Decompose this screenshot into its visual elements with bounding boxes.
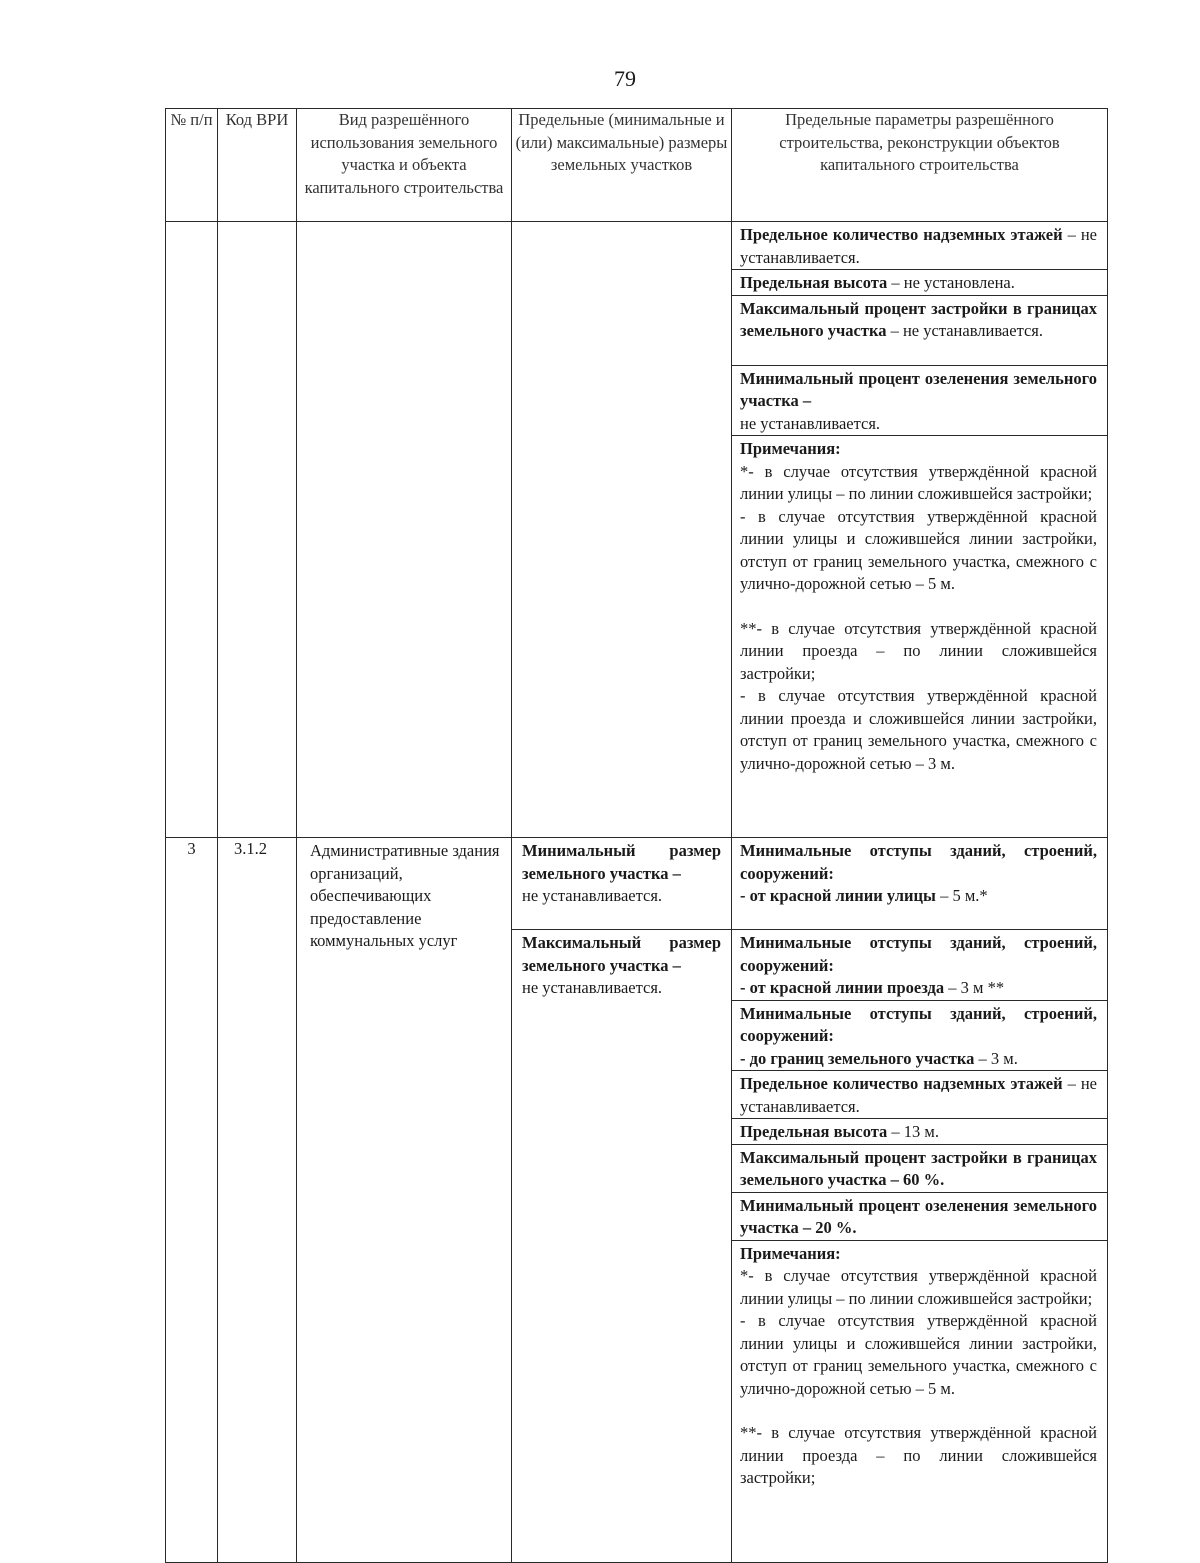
param-setback-street bbox=[732, 838, 1108, 930]
param-sublabel: - от красной линии проезда bbox=[740, 978, 945, 997]
param-floors bbox=[732, 222, 1108, 270]
row-number: 3 bbox=[166, 838, 218, 1563]
min-size-cell bbox=[512, 838, 732, 930]
header-code: Код ВРИ bbox=[218, 109, 297, 222]
param-value: – 20 %. bbox=[798, 1218, 857, 1237]
param-label: Предельное количество надземных этажей bbox=[740, 225, 1063, 244]
row-code: 3.1.2 bbox=[218, 838, 297, 1563]
param-label: Максимальный процент застройки в границах земельного участка bbox=[740, 298, 1097, 340]
note-item: - в случае отсутствия утверждённой красной линии улицы и сложившейся линии застройки, отступ от границ земельного участка, смежного с улично-дорожной сетью – 5 м. bbox=[740, 1311, 1097, 1398]
cont-sizes-cell bbox=[512, 222, 732, 838]
param-label: Максимальный процент застройки в границах земельного участка bbox=[740, 1147, 1097, 1189]
param-height bbox=[732, 270, 1108, 296]
param-value: – 13 м. bbox=[887, 1122, 939, 1141]
param-build-percent bbox=[732, 1144, 1108, 1192]
param-label: Предельное количество надземных этажей bbox=[740, 1074, 1063, 1093]
param-setback-passage bbox=[732, 930, 1108, 1001]
header-num: № п/п bbox=[166, 109, 218, 222]
param-label: Минимальные отступы зданий, строений, сооружений: bbox=[740, 933, 1097, 975]
param-value: – не устанавливается. bbox=[740, 225, 1097, 267]
row-vri: Административные здания организаций, обеспечивающих предоставление коммунальных услуг bbox=[297, 838, 512, 1563]
param-value: – 5 м.* bbox=[935, 886, 988, 905]
param-value: не устанавливается. bbox=[522, 978, 663, 997]
param-green-percent bbox=[732, 365, 1108, 436]
cont-vri-cell bbox=[297, 222, 512, 838]
header-vri: Вид разрешённого использования земельного участка и объекта капитального строительства bbox=[297, 109, 512, 222]
note-item: - в случае отсутствия утверждённой красной линии проезда и сложившейся линии застройки, отступ от границ земельного участка, смежного с улично-дорожной сетью – 3 м. bbox=[740, 686, 1097, 773]
table-row bbox=[166, 838, 1108, 930]
param-value: не устанавливается. bbox=[522, 886, 663, 905]
param-label: Минимальные отступы зданий, строений, сооружений: bbox=[740, 1003, 1097, 1045]
param-label: Предельная высота bbox=[740, 273, 888, 292]
param-height bbox=[732, 1119, 1108, 1145]
param-floors bbox=[732, 1071, 1108, 1119]
param-notes bbox=[732, 436, 1108, 838]
param-value: – 3 м. bbox=[974, 1048, 1018, 1068]
note-item: **- в случае отсутствия утверждённой красной линии проезда – по линии сложившейся застройки; bbox=[740, 618, 1097, 683]
param-label: Предельная высота bbox=[740, 1122, 888, 1141]
param-label: Минимальный процент озеленения земельного участка bbox=[740, 1195, 1097, 1237]
cont-code-cell bbox=[218, 222, 297, 838]
param-sublabel: - от красной линии улицы bbox=[740, 886, 936, 905]
page-number: 79 bbox=[614, 66, 636, 91]
param-value: – не устанавливается. bbox=[740, 1074, 1097, 1116]
header-params: Предельные параметры разрешённого строительства, реконструкции объектов капитального строительства bbox=[732, 109, 1108, 222]
param-build-percent bbox=[732, 295, 1108, 365]
param-setback-boundary bbox=[732, 1000, 1108, 1071]
note-item: **- в случае отсутствия утверждённой красной линии проезда – по линии сложившейся застройки; bbox=[740, 1423, 1097, 1487]
header-sizes: Предельные (минимальные и (или) максимальные) размеры земельных участков bbox=[512, 109, 732, 222]
table-header-row bbox=[166, 109, 1108, 222]
param-value: – 3 м ** bbox=[944, 978, 1005, 997]
table-row bbox=[166, 222, 1108, 270]
zoning-parameters-table bbox=[165, 108, 1108, 1563]
param-notes bbox=[732, 1240, 1108, 1562]
param-value: – не установлена. bbox=[887, 273, 1015, 292]
notes-title: Примечания: bbox=[740, 1243, 841, 1263]
param-value: не устанавливается. bbox=[740, 413, 881, 433]
note-item: *- в случае отсутствия утверждённой красной линии улицы – по линии сложившейся застройки; bbox=[740, 461, 1097, 503]
param-value: – не устанавливается. bbox=[886, 321, 1044, 340]
param-green-percent bbox=[732, 1192, 1108, 1240]
note-item: - в случае отсутствия утверждённой красной линии улицы и сложившейся линии застройки, отступ от границ земельного участка, смежного с улично-дорожной сетью – 5 м. bbox=[740, 506, 1097, 593]
param-label: Минимальный размер земельного участка – bbox=[522, 841, 721, 883]
param-value: – 60 %. bbox=[886, 1170, 945, 1189]
param-sublabel: - до границ земельного участка bbox=[740, 1048, 975, 1068]
note-item: *- в случае отсутствия утверждённой красной линии улицы – по линии сложившейся застройки; bbox=[740, 1266, 1097, 1308]
param-label: Минимальные отступы зданий, строений, сооружений: bbox=[740, 841, 1097, 883]
cont-num-cell bbox=[166, 222, 218, 838]
notes-title: Примечания: bbox=[740, 439, 841, 458]
max-size-cell bbox=[512, 930, 732, 1563]
param-label: Максимальный размер земельного участка – bbox=[522, 933, 721, 975]
param-label: Минимальный процент озеленения земельного участка – bbox=[740, 368, 1097, 410]
